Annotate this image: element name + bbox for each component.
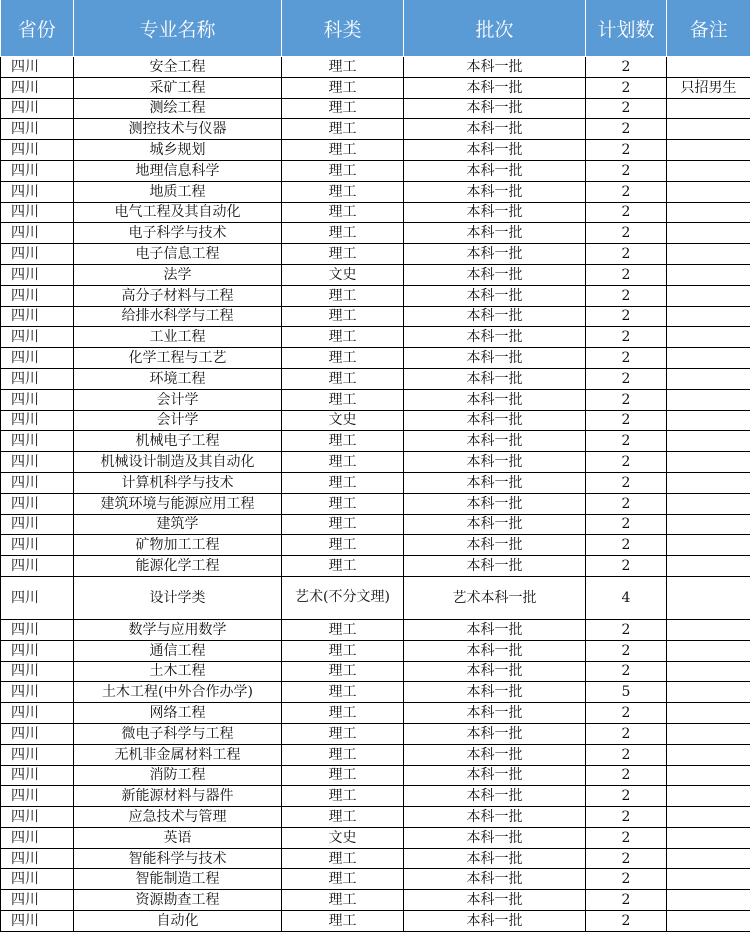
- cell-major: 电子信息工程: [74, 244, 282, 265]
- cell-major: 矿物加工工程: [74, 535, 282, 556]
- cell-count: 4: [586, 576, 667, 619]
- cell-batch: 本科一批: [404, 389, 586, 410]
- cell-batch: 本科一批: [404, 807, 586, 828]
- table-row: [1, 410, 750, 431]
- cell-province: 四川: [1, 306, 74, 327]
- cell-remark: [667, 140, 750, 161]
- cell-category: 理工: [282, 744, 404, 765]
- table-body: [1, 57, 750, 932]
- cell-batch: 本科一批: [404, 869, 586, 890]
- cell-province: 四川: [1, 140, 74, 161]
- cell-remark: [667, 911, 750, 932]
- cell-count: 2: [586, 202, 667, 223]
- cell-category: 理工: [282, 723, 404, 744]
- cell-major: 高分子材料与工程: [74, 285, 282, 306]
- table-row: [1, 98, 750, 119]
- table-row: [1, 285, 750, 306]
- table-row: [1, 452, 750, 473]
- cell-category: 理工: [282, 765, 404, 786]
- cell-remark: [667, 661, 750, 682]
- table-row: [1, 223, 750, 244]
- cell-remark: [667, 576, 750, 619]
- cell-category: 理工: [282, 640, 404, 661]
- table-row: [1, 514, 750, 535]
- cell-batch: 本科一批: [404, 306, 586, 327]
- cell-category: 理工: [282, 661, 404, 682]
- cell-batch: 本科一批: [404, 244, 586, 265]
- cell-category: 理工: [282, 452, 404, 473]
- cell-category: 理工: [282, 848, 404, 869]
- cell-batch: 本科一批: [404, 285, 586, 306]
- cell-count: 2: [586, 181, 667, 202]
- cell-batch: 本科一批: [404, 640, 586, 661]
- cell-category: 理工: [282, 119, 404, 140]
- cell-province: 四川: [1, 869, 74, 890]
- cell-batch: 本科一批: [404, 661, 586, 682]
- header-row: [1, 0, 750, 57]
- cell-remark: [667, 389, 750, 410]
- cell-batch: 本科一批: [404, 160, 586, 181]
- cell-remark: [667, 431, 750, 452]
- cell-major: 会计学: [74, 389, 282, 410]
- table-row: [1, 703, 750, 724]
- table-row: [1, 827, 750, 848]
- cell-province: 四川: [1, 514, 74, 535]
- header-category: 科类: [282, 0, 404, 57]
- header-remark: 备注: [667, 0, 750, 57]
- table-row: [1, 765, 750, 786]
- cell-province: 四川: [1, 348, 74, 369]
- table-row: [1, 576, 750, 619]
- cell-count: 2: [586, 348, 667, 369]
- cell-province: 四川: [1, 264, 74, 285]
- cell-major: 采矿工程: [74, 77, 282, 98]
- cell-remark: [667, 410, 750, 431]
- table-row: [1, 57, 750, 78]
- cell-major: 新能源材料与器件: [74, 786, 282, 807]
- cell-remark: [667, 556, 750, 577]
- cell-count: 2: [586, 703, 667, 724]
- table-row: [1, 682, 750, 703]
- cell-remark: [667, 244, 750, 265]
- cell-count: 2: [586, 431, 667, 452]
- cell-category: 理工: [282, 619, 404, 640]
- cell-province: 四川: [1, 723, 74, 744]
- table-row: [1, 181, 750, 202]
- table-row: [1, 77, 750, 98]
- table-row: [1, 848, 750, 869]
- cell-category: 理工: [282, 98, 404, 119]
- cell-category: 理工: [282, 285, 404, 306]
- table-header: [1, 0, 750, 57]
- cell-category: 理工: [282, 306, 404, 327]
- cell-remark: [667, 285, 750, 306]
- cell-category: 理工: [282, 431, 404, 452]
- cell-major: 英语: [74, 827, 282, 848]
- cell-province: 四川: [1, 410, 74, 431]
- cell-count: 2: [586, 848, 667, 869]
- cell-remark: [667, 327, 750, 348]
- header-province: 省份: [1, 0, 74, 57]
- cell-remark: [667, 348, 750, 369]
- table-row: [1, 890, 750, 911]
- table-row: [1, 807, 750, 828]
- cell-major: 能源化学工程: [74, 556, 282, 577]
- cell-province: 四川: [1, 890, 74, 911]
- cell-major: 地质工程: [74, 181, 282, 202]
- cell-batch: 本科一批: [404, 723, 586, 744]
- cell-batch: 本科一批: [404, 264, 586, 285]
- table-row: [1, 431, 750, 452]
- cell-province: 四川: [1, 327, 74, 348]
- table-row: [1, 723, 750, 744]
- cell-batch: 本科一批: [404, 911, 586, 932]
- table-row: [1, 160, 750, 181]
- cell-province: 四川: [1, 431, 74, 452]
- cell-province: 四川: [1, 744, 74, 765]
- cell-remark: [667, 703, 750, 724]
- table-row: [1, 744, 750, 765]
- cell-batch: 本科一批: [404, 682, 586, 703]
- table-row: [1, 327, 750, 348]
- cell-count: 5: [586, 682, 667, 703]
- table-row: [1, 535, 750, 556]
- cell-batch: 本科一批: [404, 786, 586, 807]
- cell-province: 四川: [1, 119, 74, 140]
- table-row: [1, 264, 750, 285]
- cell-batch: 本科一批: [404, 140, 586, 161]
- cell-province: 四川: [1, 911, 74, 932]
- cell-major: 电气工程及其自动化: [74, 202, 282, 223]
- cell-province: 四川: [1, 661, 74, 682]
- cell-remark: [667, 160, 750, 181]
- cell-batch: 本科一批: [404, 327, 586, 348]
- table-row: [1, 119, 750, 140]
- cell-count: 2: [586, 535, 667, 556]
- cell-remark: [667, 723, 750, 744]
- cell-remark: [667, 202, 750, 223]
- cell-major: 应急技术与管理: [74, 807, 282, 828]
- cell-remark: [667, 306, 750, 327]
- cell-category: 理工: [282, 682, 404, 703]
- cell-major: 建筑环境与能源应用工程: [74, 493, 282, 514]
- cell-category: 理工: [282, 223, 404, 244]
- cell-count: 2: [586, 223, 667, 244]
- cell-major: 智能制造工程: [74, 869, 282, 890]
- cell-major: 机械设计制造及其自动化: [74, 452, 282, 473]
- cell-major: 环境工程: [74, 368, 282, 389]
- cell-remark: [667, 264, 750, 285]
- table-row: [1, 368, 750, 389]
- cell-batch: 本科一批: [404, 514, 586, 535]
- cell-remark: [667, 535, 750, 556]
- cell-province: 四川: [1, 98, 74, 119]
- cell-province: 四川: [1, 848, 74, 869]
- cell-remark: [667, 765, 750, 786]
- cell-count: 2: [586, 869, 667, 890]
- cell-remark: [667, 744, 750, 765]
- cell-batch: 艺术本科一批: [404, 576, 586, 619]
- cell-count: 2: [586, 452, 667, 473]
- cell-remark: [667, 619, 750, 640]
- cell-remark: [667, 452, 750, 473]
- cell-category: 理工: [282, 202, 404, 223]
- cell-batch: 本科一批: [404, 765, 586, 786]
- cell-category: 理工: [282, 160, 404, 181]
- cell-major: 化学工程与工艺: [74, 348, 282, 369]
- cell-category: 理工: [282, 807, 404, 828]
- cell-province: 四川: [1, 244, 74, 265]
- cell-batch: 本科一批: [404, 181, 586, 202]
- cell-major: 消防工程: [74, 765, 282, 786]
- cell-major: 安全工程: [74, 57, 282, 78]
- cell-count: 2: [586, 264, 667, 285]
- cell-remark: [667, 181, 750, 202]
- cell-count: 2: [586, 140, 667, 161]
- cell-count: 2: [586, 57, 667, 78]
- cell-count: 2: [586, 661, 667, 682]
- cell-count: 2: [586, 98, 667, 119]
- cell-count: 2: [586, 306, 667, 327]
- cell-category: 艺术(不分文理): [282, 576, 404, 619]
- cell-category: 理工: [282, 890, 404, 911]
- cell-major: 土木工程: [74, 661, 282, 682]
- cell-province: 四川: [1, 181, 74, 202]
- cell-category: 理工: [282, 181, 404, 202]
- cell-batch: 本科一批: [404, 98, 586, 119]
- cell-category: 理工: [282, 140, 404, 161]
- cell-count: 2: [586, 160, 667, 181]
- cell-batch: 本科一批: [404, 77, 586, 98]
- cell-category: 文史: [282, 264, 404, 285]
- cell-remark: [667, 869, 750, 890]
- table-row: [1, 911, 750, 932]
- cell-count: 2: [586, 911, 667, 932]
- table-row: [1, 786, 750, 807]
- cell-category: 理工: [282, 703, 404, 724]
- cell-major: 土木工程(中外合作办学): [74, 682, 282, 703]
- cell-major: 地理信息科学: [74, 160, 282, 181]
- cell-province: 四川: [1, 202, 74, 223]
- table-row: [1, 244, 750, 265]
- cell-count: 2: [586, 827, 667, 848]
- cell-count: 2: [586, 285, 667, 306]
- cell-major: 通信工程: [74, 640, 282, 661]
- cell-category: 理工: [282, 244, 404, 265]
- cell-remark: [667, 640, 750, 661]
- cell-batch: 本科一批: [404, 431, 586, 452]
- cell-major: 测绘工程: [74, 98, 282, 119]
- cell-category: 理工: [282, 368, 404, 389]
- cell-province: 四川: [1, 389, 74, 410]
- cell-count: 2: [586, 640, 667, 661]
- cell-major: 自动化: [74, 911, 282, 932]
- cell-major: 计算机科学与技术: [74, 472, 282, 493]
- cell-remark: [667, 119, 750, 140]
- cell-count: 2: [586, 119, 667, 140]
- cell-remark: [667, 223, 750, 244]
- cell-remark: [667, 682, 750, 703]
- cell-category: 理工: [282, 514, 404, 535]
- cell-province: 四川: [1, 807, 74, 828]
- cell-major: 无机非金属材料工程: [74, 744, 282, 765]
- cell-count: 2: [586, 368, 667, 389]
- cell-batch: 本科一批: [404, 619, 586, 640]
- cell-major: 会计学: [74, 410, 282, 431]
- cell-category: 理工: [282, 348, 404, 369]
- cell-province: 四川: [1, 576, 74, 619]
- cell-category: 理工: [282, 535, 404, 556]
- cell-province: 四川: [1, 535, 74, 556]
- cell-count: 2: [586, 807, 667, 828]
- table-row: [1, 202, 750, 223]
- cell-province: 四川: [1, 827, 74, 848]
- cell-category: 理工: [282, 869, 404, 890]
- cell-province: 四川: [1, 472, 74, 493]
- cell-batch: 本科一批: [404, 119, 586, 140]
- cell-category: 理工: [282, 911, 404, 932]
- cell-province: 四川: [1, 77, 74, 98]
- table-row: [1, 869, 750, 890]
- cell-major: 给排水科学与工程: [74, 306, 282, 327]
- cell-major: 设计学类: [74, 576, 282, 619]
- cell-remark: [667, 57, 750, 78]
- cell-major: 网络工程: [74, 703, 282, 724]
- cell-batch: 本科一批: [404, 452, 586, 473]
- cell-count: 2: [586, 765, 667, 786]
- cell-category: 文史: [282, 827, 404, 848]
- cell-category: 理工: [282, 493, 404, 514]
- cell-count: 2: [586, 493, 667, 514]
- cell-category: 理工: [282, 77, 404, 98]
- cell-count: 2: [586, 514, 667, 535]
- cell-major: 数学与应用数学: [74, 619, 282, 640]
- cell-major: 工业工程: [74, 327, 282, 348]
- cell-count: 2: [586, 556, 667, 577]
- cell-category: 文史: [282, 410, 404, 431]
- cell-batch: 本科一批: [404, 848, 586, 869]
- cell-category: 理工: [282, 786, 404, 807]
- table-row: [1, 493, 750, 514]
- cell-province: 四川: [1, 368, 74, 389]
- cell-remark: [667, 848, 750, 869]
- cell-batch: 本科一批: [404, 472, 586, 493]
- cell-province: 四川: [1, 223, 74, 244]
- cell-major: 测控技术与仪器: [74, 119, 282, 140]
- header-count: 计划数: [586, 0, 667, 57]
- cell-remark: [667, 786, 750, 807]
- cell-count: 2: [586, 389, 667, 410]
- cell-major: 智能科学与技术: [74, 848, 282, 869]
- cell-province: 四川: [1, 556, 74, 577]
- header-major: 专业名称: [74, 0, 282, 57]
- cell-province: 四川: [1, 703, 74, 724]
- cell-remark: 只招男生: [667, 77, 750, 98]
- cell-remark: [667, 493, 750, 514]
- cell-province: 四川: [1, 786, 74, 807]
- cell-major: 城乡规划: [74, 140, 282, 161]
- cell-remark: [667, 827, 750, 848]
- cell-count: 2: [586, 890, 667, 911]
- cell-count: 2: [586, 327, 667, 348]
- cell-major: 机械电子工程: [74, 431, 282, 452]
- cell-batch: 本科一批: [404, 703, 586, 724]
- cell-remark: [667, 98, 750, 119]
- cell-province: 四川: [1, 452, 74, 473]
- cell-batch: 本科一批: [404, 410, 586, 431]
- cell-batch: 本科一批: [404, 202, 586, 223]
- table-row: [1, 306, 750, 327]
- cell-category: 理工: [282, 556, 404, 577]
- table-row: [1, 640, 750, 661]
- cell-remark: [667, 472, 750, 493]
- cell-category: 理工: [282, 389, 404, 410]
- cell-count: 2: [586, 723, 667, 744]
- cell-count: 2: [586, 410, 667, 431]
- table-row: [1, 140, 750, 161]
- cell-major: 微电子科学与工程: [74, 723, 282, 744]
- table-row: [1, 389, 750, 410]
- table-row: [1, 619, 750, 640]
- cell-count: 2: [586, 619, 667, 640]
- table-row: [1, 472, 750, 493]
- table-row: [1, 348, 750, 369]
- cell-province: 四川: [1, 619, 74, 640]
- table-row: [1, 661, 750, 682]
- cell-batch: 本科一批: [404, 556, 586, 577]
- cell-remark: [667, 514, 750, 535]
- cell-province: 四川: [1, 640, 74, 661]
- cell-batch: 本科一批: [404, 348, 586, 369]
- cell-count: 2: [586, 77, 667, 98]
- cell-category: 理工: [282, 327, 404, 348]
- cell-batch: 本科一批: [404, 744, 586, 765]
- cell-batch: 本科一批: [404, 223, 586, 244]
- header-batch: 批次: [404, 0, 586, 57]
- cell-remark: [667, 890, 750, 911]
- cell-count: 2: [586, 244, 667, 265]
- cell-batch: 本科一批: [404, 535, 586, 556]
- cell-major: 电子科学与技术: [74, 223, 282, 244]
- cell-batch: 本科一批: [404, 368, 586, 389]
- cell-batch: 本科一批: [404, 827, 586, 848]
- cell-province: 四川: [1, 682, 74, 703]
- cell-batch: 本科一批: [404, 493, 586, 514]
- cell-batch: 本科一批: [404, 890, 586, 911]
- table-row: [1, 556, 750, 577]
- cell-province: 四川: [1, 493, 74, 514]
- cell-batch: 本科一批: [404, 57, 586, 78]
- cell-remark: [667, 807, 750, 828]
- cell-category: 理工: [282, 472, 404, 493]
- cell-count: 2: [586, 472, 667, 493]
- cell-province: 四川: [1, 285, 74, 306]
- cell-major: 法学: [74, 264, 282, 285]
- cell-province: 四川: [1, 765, 74, 786]
- cell-province: 四川: [1, 57, 74, 78]
- cell-count: 2: [586, 744, 667, 765]
- cell-count: 2: [586, 786, 667, 807]
- cell-major: 建筑学: [74, 514, 282, 535]
- cell-remark: [667, 368, 750, 389]
- cell-major: 资源勘查工程: [74, 890, 282, 911]
- cell-category: 理工: [282, 57, 404, 78]
- cell-province: 四川: [1, 160, 74, 181]
